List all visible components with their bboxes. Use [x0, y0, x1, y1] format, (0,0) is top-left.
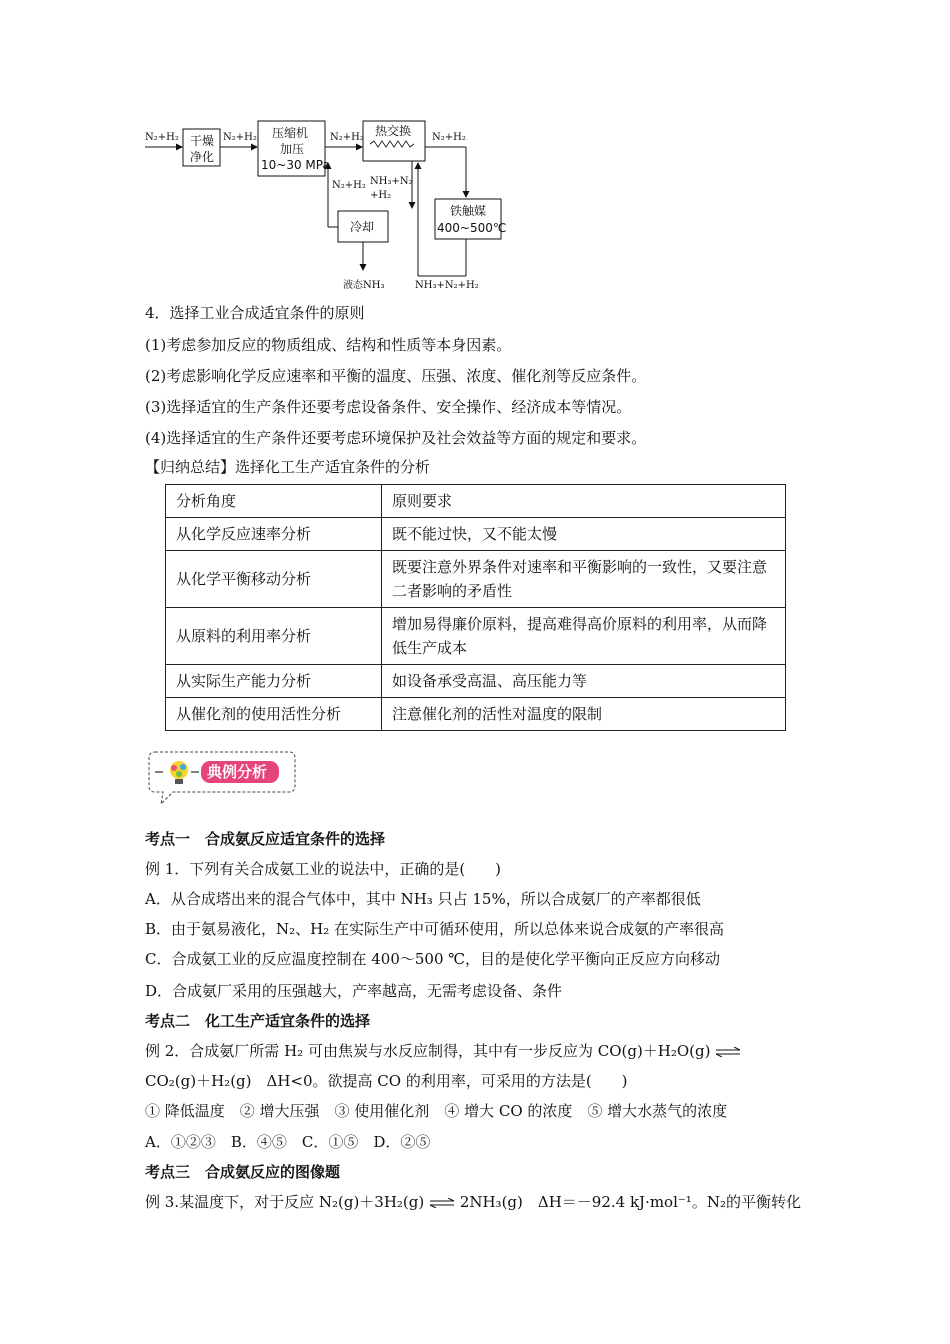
section3-question-part2: 2NH₃(g) ΔH＝－92.4 kJ·mol⁻¹。N₂的平衡转化 [459, 1193, 801, 1211]
recycle-label: N₂+H₂ [332, 180, 366, 191]
section1-question: 例 1．下列有关合成氨工业的说法中，正确的是( ) [145, 860, 502, 878]
mix-label-1: NH₃+N₂ [370, 176, 413, 187]
table-row [166, 665, 786, 698]
table-cell: 从原料的利用率分析 [166, 608, 382, 665]
section3-question-part1: 例 3.某温度下，对于反应 N₂(g)＋3H₂(g) [145, 1193, 425, 1211]
section2-choices: ① 降低温度 ② 增大压强 ③ 使用催化剂 ④ 增大 CO 的浓度 ⑤ 增大水蒸气的浓度 [145, 1102, 728, 1120]
after-dry-label: N₂+H₂ [223, 132, 257, 143]
section1-option-a: A．从合成塔出来的混合气体中，其中 NH₃ 只占 15%，所以合成氨厂的产率都很低 [145, 890, 701, 908]
table-row [166, 518, 786, 551]
summary-table [165, 484, 786, 731]
flow-svg [140, 110, 540, 300]
box-dry-line1: 干燥 [190, 134, 215, 148]
section1-option-c: C．合成氨工业的反应温度控制在 400～500 ℃，目的是使化学平衡向正反应方向移动 [145, 950, 721, 968]
equilibrium-arrow-icon [429, 1198, 455, 1208]
badge-label: 典例分析 [207, 763, 268, 781]
table-cell: 从化学平衡移动分析 [166, 551, 382, 608]
section2-answers: A．①②③ B．④⑤ C．①⑤ D．②⑤ [145, 1133, 431, 1151]
table-cell: 注意催化剂的活性对温度的限制 [382, 698, 786, 731]
principles-heading: 4．选择工业合成适宜条件的原则 [145, 304, 365, 322]
box-catalyst-line2: 400~500℃ [437, 221, 507, 235]
section2-question-line1 [145, 1040, 741, 1062]
section1-option-d: D．合成氨厂采用的压强越大，产率越高，无需考虑设备、条件 [145, 982, 563, 1000]
section1-title: 考点一 合成氨反应适宜条件的选择 [145, 830, 386, 848]
box-compressor-line2: 加压 [280, 142, 305, 156]
section1-option-b: B．由于氨易液化，N₂、H₂ 在实际生产中可循环使用，所以总体来说合成氨的产率很高 [145, 920, 725, 938]
process-flow-diagram [140, 110, 540, 300]
after-compressor-label: N₂+H₂ [330, 132, 364, 143]
box-heat-label: 热交换 [375, 124, 412, 138]
section-badge [143, 748, 298, 810]
box-cool-label: 冷却 [350, 220, 375, 234]
table-cell: 增加易得廉价原料，提高难得高价原料的利用率，从而降低生产成本 [382, 608, 786, 665]
section3-title: 考点三 合成氨反应的图像题 [145, 1163, 341, 1181]
section2-title: 考点二 化工生产适宜条件的选择 [145, 1012, 371, 1030]
section2-question-line2: CO₂(g)＋H₂(g) ΔH<0。欲提高 CO 的利用率，可采用的方法是( ) [145, 1072, 628, 1090]
liquid-label: 液态NH₃ [343, 280, 385, 291]
table-header-cell: 分析角度 [166, 485, 382, 518]
principle-item-2: (2)考虑影响化学反应速率和平衡的温度、压强、浓度、催化剂等反应条件。 [145, 367, 647, 385]
badge-svg [143, 748, 298, 810]
heat-coil-icon [370, 141, 414, 147]
table-header-cell: 原则要求 [382, 485, 786, 518]
exit-label: NH₃+N₂+H₂ [415, 280, 479, 291]
box-dry-line2: 净化 [190, 150, 215, 164]
section3-question [145, 1191, 801, 1213]
table-row [166, 551, 786, 608]
table-cell: 如设备承受高温、高压能力等 [382, 665, 786, 698]
mix-label-2: +H₂ [370, 190, 392, 201]
principle-item-3: (3)选择适宜的生产条件还要考虑设备条件、安全操作、经济成本等情况。 [145, 398, 632, 416]
box-compressor-line3: 10~30 MPa [261, 158, 330, 172]
table-header-row [166, 485, 786, 518]
table-cell: 既要注意外界条件对速率和平衡影响的一致性，又要注意二者影响的矛盾性 [382, 551, 786, 608]
principle-item-1: (1)考虑参加反应的物质组成、结构和性质等本身因素。 [145, 336, 512, 354]
input-label: N₂+H₂ [145, 132, 179, 143]
table-cell: 从催化剂的使用活性分析 [166, 698, 382, 731]
table-cell: 既不能过快，又不能太慢 [382, 518, 786, 551]
box-catalyst-line1: 铁触媒 [450, 204, 487, 218]
table-row [166, 698, 786, 731]
summary-title: 【归纳总结】选择化工生产适宜条件的分析 [145, 458, 431, 476]
section2-question-text: 例 2．合成氨厂所需 H₂ 可由焦炭与水反应制得，其中有一步反应为 CO(g)＋H₂O(g) [145, 1042, 711, 1060]
table-cell: 从实际生产能力分析 [166, 665, 382, 698]
equilibrium-arrow-icon [715, 1047, 741, 1057]
table-row [166, 608, 786, 665]
principle-item-4: (4)选择适宜的生产条件还要考虑环境保护及社会效益等方面的规定和要求。 [145, 429, 647, 447]
table-cell: 从化学反应速率分析 [166, 518, 382, 551]
after-heat-label: N₂+H₂ [432, 132, 466, 143]
box-compressor-line1: 压缩机 [272, 126, 309, 140]
